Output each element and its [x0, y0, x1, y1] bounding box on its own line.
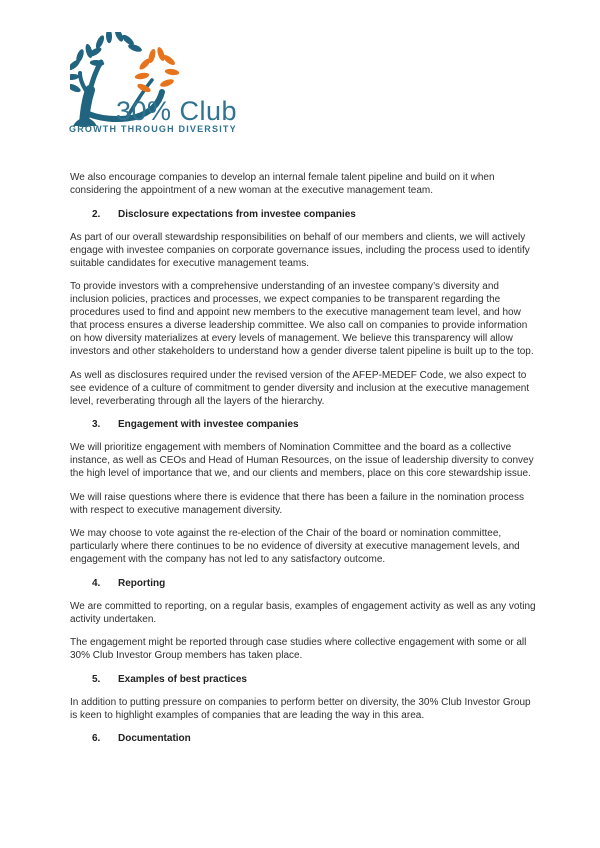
paragraph: We also encourage companies to develop an internal female talent pipeline and build on it when considering the appointment of a new woman at the executive management team. — [70, 172, 495, 196]
heading-number: 2. — [92, 208, 101, 220]
heading-number: 4. — [92, 577, 101, 589]
paragraph: To provide investors with a comprehensive understanding of an investee company’s diversity and inclusion policies, practices and processes, we expect companies to be transparent regarding the procedures used to find and appoint new members to the executive management team level, and how that process ensures a diverse leadership committee. We also call on companies to provide information on how diversity materializes at every levels of management. We believe this transparency will allow investors and other stakeholders to understand how a gender diverse talent pipeline is built up to the top. — [70, 281, 534, 357]
heading-label: Reporting — [118, 577, 166, 589]
heading-label: Disclosure expectations from investee companies — [118, 208, 356, 220]
heading-number: 5. — [92, 673, 101, 685]
section-heading-documentation — [70, 732, 536, 745]
heading-label: Engagement with investee companies — [118, 419, 299, 430]
section-heading-best-practices — [70, 673, 536, 686]
heading-number: 3. — [92, 419, 101, 430]
paragraph: In addition to putting pressure on companies to perform better on diversity, the 30% Club Investor Group is keen to highlight examples of companies that are leading the way in this area. — [70, 696, 531, 721]
paragraph: We may choose to vote against the re-election of the Chair of the board or nomination committee, particularly where there continues to be no evidence of diversity at executive management levels, and engagement with the company has not led to any satisfactory outcome. — [70, 528, 520, 565]
section-heading-disclosure — [70, 208, 536, 221]
paragraph: We will raise questions where there is evidence that there has been a failure in the nomination process with respect to executive management diversity. — [70, 491, 524, 516]
heading-label: Examples of best practices — [118, 673, 247, 685]
heading-number: 6. — [92, 733, 101, 744]
paragraph: As well as disclosures required under the revised version of the AFEP-MEDEF Code, we also expect to see evidence of a culture of commitment to gender diversity and inclusion at the executive management level, reverberating through all the layers of the hierarchy. — [70, 369, 530, 407]
thirty-percent-club-logo — [68, 30, 238, 140]
section-heading-reporting — [70, 577, 536, 590]
logo-tagline: GROWTH THROUGH DIVERSITY — [69, 124, 237, 134]
paragraph: We are committed to reporting, on a regular basis, examples of engagement activity as well as any voting activity undertaken. — [70, 600, 536, 625]
tree-leaves-orange — [134, 46, 179, 94]
heading-label: Documentation — [118, 733, 191, 744]
paragraph: The engagement might be reported through case studies where collective engagement with some or all 30% Club Investor Group members has taken place. — [70, 637, 527, 661]
paragraph: As part of our overall stewardship responsibilities on behalf of our members and clients, we will actively engage with investee companies on corporate governance issues, including the process used to identify suitable candidates for executive management teams. — [70, 231, 530, 269]
document-body — [70, 171, 536, 755]
paragraph: We will prioritize engagement with members of Nomination Committee and the board as a collective instance, as well as CEOs and Head of Human Resources, on the issue of leadership diversity to convey the high level of importance that we, and our clients and members, place on this core stewardship issue. — [70, 442, 534, 479]
section-heading-engagement — [70, 418, 536, 431]
logo-title: 30% Club — [116, 96, 238, 126]
